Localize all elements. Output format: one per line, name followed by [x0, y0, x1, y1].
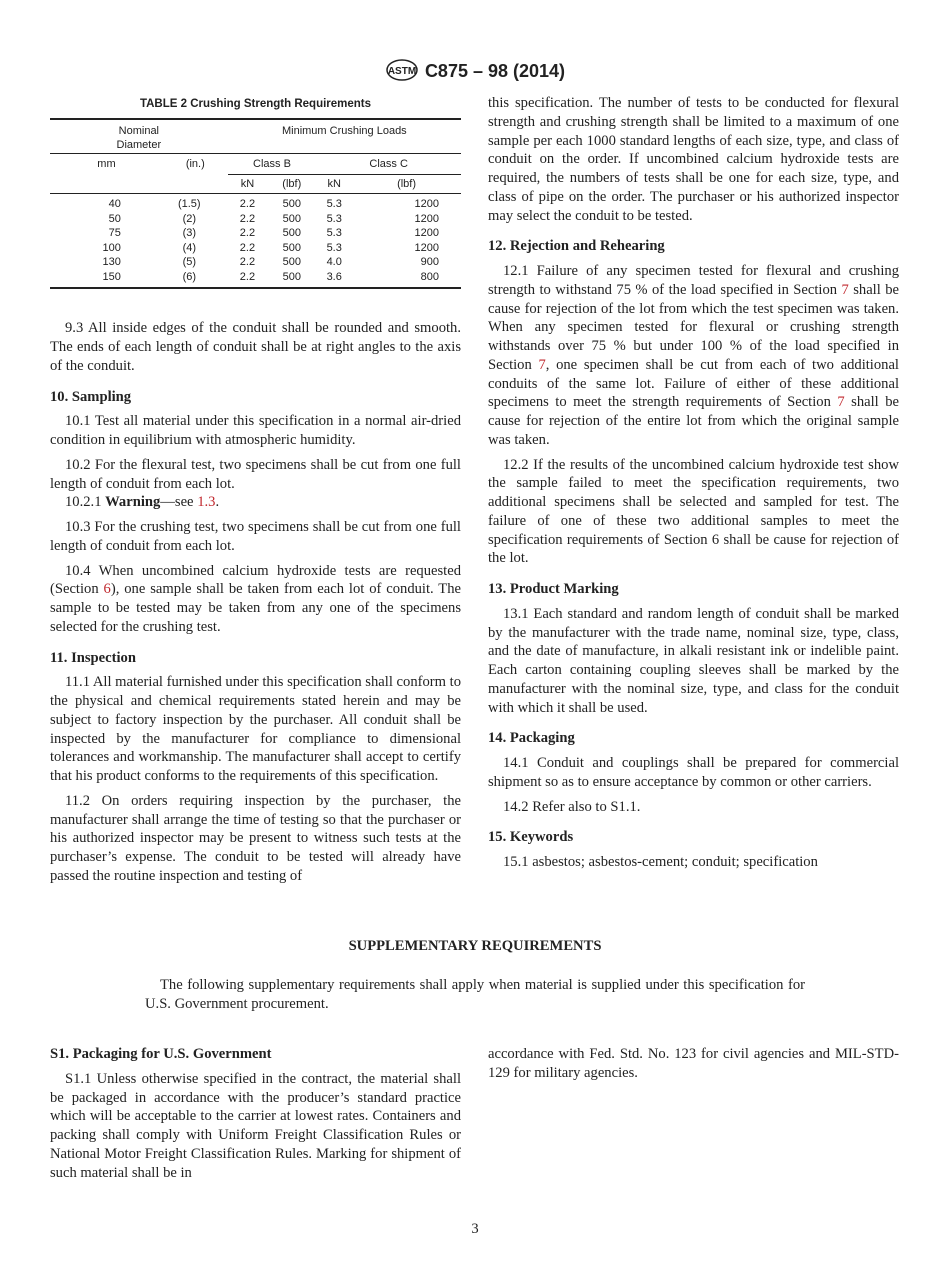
astm-logo-icon	[385, 58, 419, 82]
table-cell: 2.2	[239, 270, 256, 283]
text: shall be cause for rejection of the entire lot from which the original sample was taken.	[488, 394, 899, 448]
para-10-2: 10.2 For the flexural test, two specimens shall be cut from one full length of conduit from each lot.	[50, 456, 461, 492]
table-cell: 2.2	[239, 227, 256, 240]
para-12-2: 12.2 If the results of the uncombined calcium hydroxide test show the sample failed to meet the specification requirements, two additional specimens shall be selected and sampled for test. The failure of one of these two additional samples to meet the specification requirements of Section 6 shall be cause for rejection of the lot.	[488, 456, 899, 567]
svg-text:ASTM: ASTM	[387, 66, 417, 77]
text: ), one sample shall be taken from each lot of conduit. The sample to be tested may be taken from any one of the specimens selected for the crushing test.	[50, 581, 461, 635]
crushing-strength-table	[50, 118, 461, 290]
left-column	[50, 95, 461, 892]
table-title: TABLE 2 Crushing Strength Requirements	[139, 98, 372, 110]
table-cell: 500	[282, 212, 301, 225]
table-row	[50, 255, 461, 270]
table-cell: 4.0	[326, 256, 342, 269]
header-class-c: Class C	[316, 153, 461, 174]
table-row	[50, 212, 461, 227]
table-cell: 2.2	[239, 241, 256, 254]
table-cell: (3)	[182, 227, 197, 240]
nominal-label: Nominal	[118, 124, 160, 137]
heading-s1: S1. Packaging for U.S. Government	[50, 1046, 272, 1062]
supplementary-title: SUPPLEMENTARY REQUIREMENTS	[348, 938, 602, 954]
text: 10.4 When uncombined calcium hydroxide tests are requested (Section	[50, 562, 461, 598]
table-cell: 50	[108, 212, 121, 225]
para-9-3: 9.3 All inside edges of the conduit shall be rounded and smooth. The ends of each length of conduit shall be at right angles to the axis of the conduit.	[50, 320, 461, 374]
para-s1-1-continued: accordance with Fed. Std. No. 123 for civil agencies and MIL-STD-129 for military agencies.	[488, 1046, 899, 1081]
table-cell: 1200	[414, 227, 439, 240]
table-cell: 500	[282, 256, 301, 269]
table-cell: 100	[102, 241, 121, 254]
para-13-1: 13.1 Each standard and random length of conduit shall be marked by the manufacturer with the trade name, nominal size, type, class, and the date of manufacture, in alkali resistant ink or indelible paint. Each carton containing coupling sleeves shall be marked by the manufacturer with the nominal size, type, and class for the conduit with which it shall be used.	[488, 605, 899, 716]
section-link[interactable]: 7	[837, 394, 845, 411]
table-cell: (2)	[182, 212, 197, 225]
document-designation: C875 – 98 (2014)	[424, 61, 566, 81]
header-lbf: (lbf)	[397, 177, 417, 190]
para-10-1: 10.1 Test all material under this specification in a normal air-dried condition in equilibrium with atmospheric humidity.	[50, 413, 461, 448]
header-in: (in.)	[185, 157, 205, 170]
header-kn: kN	[240, 177, 255, 190]
table-cell: 2.2	[239, 198, 256, 211]
text: shall be cause for rejection of the lot from which the test specimen was taken. When any specimen tested for flexural or crushing strength withstands over 75 % but under 100 % of the load specified in Section	[488, 281, 899, 373]
table-cell: 5.3	[326, 198, 342, 211]
table-cell: (6)	[182, 270, 197, 283]
section-link[interactable]: 1.3	[197, 494, 216, 511]
section-link[interactable]: 6	[103, 581, 111, 598]
para-continued: this specification. The number of tests to be conducted for flexural strength and crushing strength shall be limited to a maximum of one sample per each 1000 standard lengths of each size, type, and class of conduit on the order. If uncombined calcium hydroxide tests are required, the numbers of tests shall be one for each size, type, and class of pipe on the order. The purchaser or his authorized inspector may select the conduit to be tested.	[488, 95, 899, 224]
table-cell: 130	[102, 256, 121, 269]
table-row	[50, 270, 461, 289]
para-11-1: 11.1 All material furnished under this specification shall conform to the physical and chemical requirements stated herein and may be subject to factory inspection by the purchaser. All conduit shall be inspected by the manufacturer for compliance to dimensional tolerances and workmanship. The manufacturer shall accept to certify that his product conforms to the requirements of this specification.	[50, 674, 461, 784]
table-cell: 5.3	[326, 241, 342, 254]
table-cell: (4)	[182, 241, 197, 254]
table-cell: (1.5)	[177, 198, 201, 211]
table-cell: 500	[282, 227, 301, 240]
header-mm: mm	[97, 157, 116, 170]
table-cell: 5.3	[326, 212, 342, 225]
supplementary-intro: The following supplementary requirements shall apply when material is supplied under this specification for U.S. Government procurement.	[145, 977, 805, 1012]
table-row	[50, 241, 461, 256]
table-cell: (5)	[182, 256, 197, 269]
header-min-loads: Minimum Crushing Loads	[281, 124, 407, 137]
text: 12.1 Failure of any specimen tested for flexural and crushing strength to withstand 75 % of the load specified in Section	[488, 263, 899, 298]
table-cell: 2.2	[239, 256, 256, 269]
para-s1-1: S1.1 Unless otherwise specified in the contract, the material shall be packaged in accordance with the producer’s standard practice which will be acceptable to the carrier at lowest rates. Containers and packing shall comply with Uniform Freight Classification Rules or National Motor Freight Classification Rules. Marking for shipment of such material shall be in	[50, 1070, 461, 1181]
right-column	[488, 94, 899, 878]
para-14-1: 14.1 Conduit and couplings shall be prepared for commercial shipment so as to ensure acceptance by common or other carriers.	[488, 755, 899, 790]
section-link[interactable]: 7	[841, 281, 849, 298]
para-10-2-1	[50, 493, 461, 512]
section-link[interactable]: 7	[538, 356, 546, 373]
para-15-1: 15.1 asbestos; asbestos-cement; conduit; specification	[503, 854, 818, 870]
header-lbf: (lbf)	[282, 177, 302, 190]
header-class-b: Class B	[228, 153, 317, 174]
heading-inspection: 11. Inspection	[50, 649, 136, 666]
heading-product-marking: 13. Product Marking	[488, 581, 619, 597]
heading-packaging: 14. Packaging	[488, 730, 575, 747]
para-11-2: 11.2 On orders requiring inspection by the purchaser, the manufacturer shall arrange the time of testing so that the purchaser or his authorized inspector may be present to witness such tests at the purchaser’s expense. The conduit to be tested will already have passed the routine inspection and testing of	[50, 792, 461, 884]
page-header	[0, 58, 950, 82]
table-cell: 1200	[414, 241, 439, 254]
table-cell: 3.6	[326, 270, 342, 283]
table-cell: 500	[282, 241, 301, 254]
warning-label: Warning	[105, 494, 161, 511]
para-number: 10.2.1	[65, 494, 106, 511]
table-cell: 75	[108, 227, 121, 240]
table-cell: 800	[420, 270, 439, 283]
header-nominal	[50, 119, 228, 154]
table-row	[50, 226, 461, 241]
table-cell: 1200	[414, 212, 439, 225]
supplementary-left	[50, 1033, 461, 1188]
para-10-4	[50, 562, 461, 637]
text: —see	[160, 494, 198, 511]
table-cell: 1200	[414, 198, 439, 211]
table-row	[50, 194, 461, 212]
supplementary-right	[488, 1045, 899, 1089]
table-cell: 150	[102, 270, 121, 283]
heading-rejection: 12. Rejection and Rehearing	[488, 238, 665, 255]
table-cell: 2.2	[239, 212, 256, 225]
text: .	[215, 494, 220, 511]
table-cell: 500	[282, 270, 301, 283]
table-cell: 900	[420, 256, 439, 269]
heading-sampling: 10. Sampling	[50, 388, 132, 405]
para-14-2: 14.2 Refer also to S1.1.	[503, 798, 641, 815]
table-cell: 40	[108, 198, 121, 211]
page-number: 3	[471, 1221, 479, 1237]
table-cell: 500	[282, 198, 301, 211]
diameter-label: Diameter	[116, 139, 162, 152]
table-cell: 5.3	[326, 227, 342, 240]
para-12-1	[488, 262, 899, 450]
heading-keywords: 15. Keywords	[488, 829, 574, 846]
para-10-3: 10.3 For the crushing test, two specimens shall be cut from one full length of conduit from each lot.	[50, 519, 461, 554]
text: , one specimen shall be cut from each of two additional conduits of the same lot. Failure of either of these additional specimens to meet the strength requirements of Section	[488, 356, 899, 411]
header-kn: kN	[327, 177, 341, 190]
